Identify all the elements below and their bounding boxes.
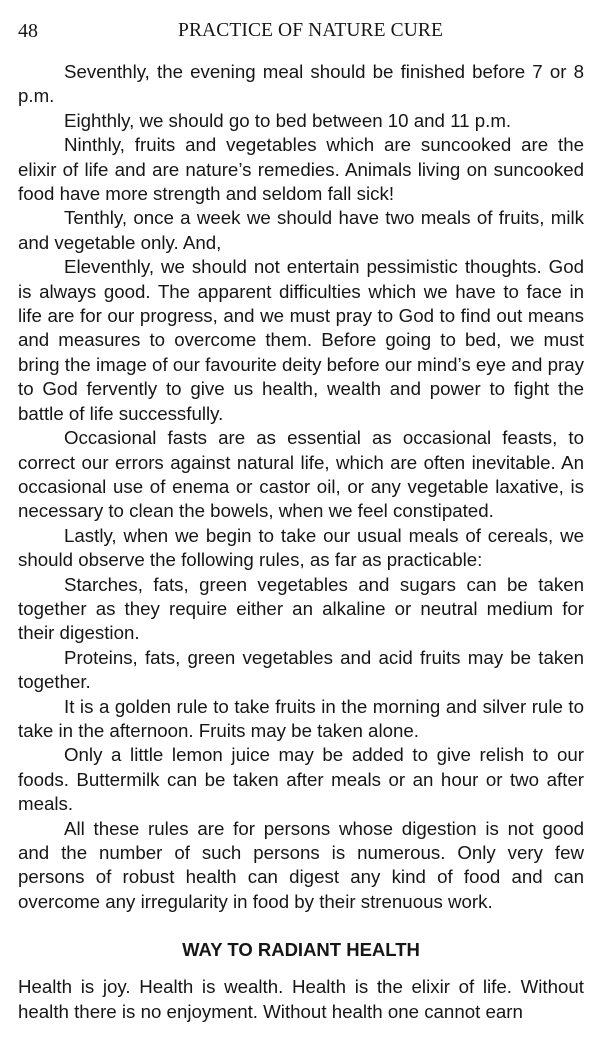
paragraph-eighthly: Eighthly, we should go to bed between 10 and 11 p.m. — [64, 109, 512, 131]
page-header — [18, 18, 584, 44]
paragraph-all-these-rules: All these rules are for persons whose digestion is not good and the number of such persons is numerous. Only very few persons of robust health can digest any kind of food and can overcome any irregularity in food by their strenuous work. — [18, 817, 584, 912]
paragraph-starches: Starches, fats, green vegetables and sugars can be taken together as they require either an alkaline or neutral medium for their digestion. — [18, 573, 584, 644]
page-body — [18, 60, 584, 1024]
paragraph-lastly: Lastly, when we begin to take our usual meals of cereals, we should observe the following rules, as far as practicable: — [18, 524, 584, 571]
running-title: PRACTICE OF NATURE CURE — [178, 20, 444, 41]
paragraph-occasional-fasts: Occasional fasts are as essential as occasional feasts, to correct our errors against natural life, which are often inevitable. An occasional use of enema or castor oil, or any vegetable laxative, is necessary to clean the bowels, when we feel constipated. — [18, 427, 584, 522]
paragraph-proteins: Proteins, fats, green vegetables and acid fruits may be taken together. — [18, 646, 584, 693]
section-heading: WAY TO RADIANT HEALTH — [182, 939, 420, 961]
paragraph-health-is-joy: Health is joy. Health is wealth. Health is the elixir of life. Without health there is no enjoyment. Without health one cannot earn — [18, 976, 584, 1022]
paragraph-lemon-juice: Only a little lemon juice may be added to give relish to our foods. Buttermilk can be taken after meals or an hour or two after meals. — [18, 744, 584, 815]
paragraph-ninthly: Ninthly, fruits and vegetables which are suncooked are the elixir of life and are nature’s remedies. Animals living on suncooked food have more strength and seldom fall sick! — [18, 134, 584, 205]
paragraph-tenthly: Tenthly, once a week we should have two meals of fruits, milk and vegetable only. And, — [18, 207, 584, 253]
paragraph-golden-rule: It is a golden rule to take fruits in the morning and silver rule to take in the afternoon. Fruits may be taken alone. — [18, 695, 584, 741]
paragraph-seventhly: Seventhly, the evening meal should be finished before 7 or 8 p.m. — [18, 61, 584, 107]
page-number: 48 — [18, 20, 38, 42]
paragraph-eleventhly: Eleventhly, we should not entertain pessimistic thoughts. God is always good. The apparent difficulties which we have to face in life are for our progress, and we must pray to God to find out means and measures to overcome them. Before going to bed, we must bring the image of our favourite deity before our mind’s eye and pray to God fervently to give us health, wealth and power to fight the battle of life successfully. — [18, 256, 584, 424]
